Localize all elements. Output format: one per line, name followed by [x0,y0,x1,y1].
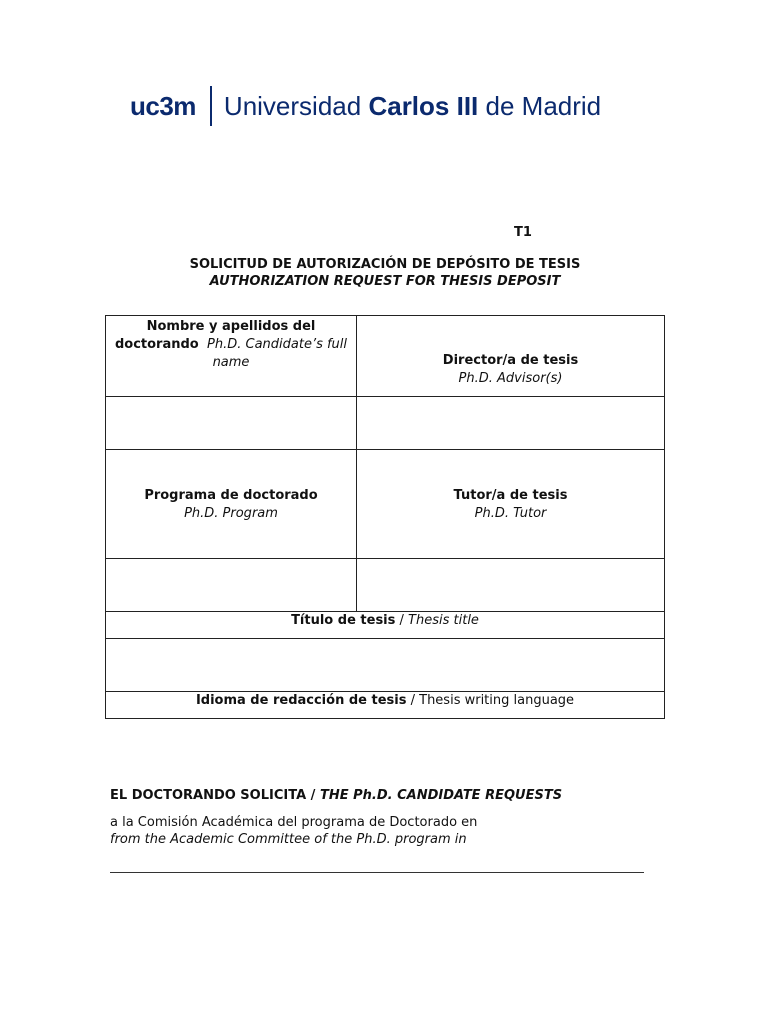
program-label-cell [106,450,357,559]
request-heading-en: THE Ph.D. CANDIDATE REQUESTS [319,788,563,803]
request-heading [110,788,562,803]
thesis-title-separator: / [395,613,409,628]
thesis-title-label-en: Thesis title [408,613,479,628]
title-en: AUTHORIZATION REQUEST FOR THESIS DEPOSIT [209,274,561,289]
director-label-es: Director/a de tesis [442,353,579,368]
logo-name: Carlos III [368,90,479,121]
candidate-label-es: Nombre y apellidos del doctorando [114,319,316,352]
program-name-field[interactable] [106,559,357,612]
language-separator: / [406,693,420,708]
request-line-en: from the Academic Committee of the Ph.D. program in [110,832,467,847]
tutor-label-es: Tutor/a de tesis [453,488,568,503]
request-heading-separator: / [306,788,320,803]
program-label-en: Ph.D. Program [184,506,278,521]
program-name-blank-line[interactable] [110,872,644,873]
request-heading-es: EL DOCTORANDO SOLICITA [110,788,307,803]
director-label-cell [357,316,665,397]
request-line-es: a la Comisión Académica del programa de Doctorado en [110,815,478,830]
form-code: T1 [514,225,532,240]
request-form-table [105,315,665,719]
candidate-label-cell [106,316,357,397]
logo-place: de Madrid [485,90,602,121]
title-es: SOLICITUD DE AUTORIZACIÓN DE DEPÓSITO DE TESIS [189,257,581,272]
candidate-label-en: Ph.D. Candidate’s full name [207,337,348,370]
candidate-name-field[interactable] [106,397,357,450]
logo-university: Universidad [223,90,362,121]
logo-divider [210,86,212,126]
director-name-field[interactable] [357,397,665,450]
tutor-label-cell [357,450,665,559]
thesis-title-label-es: Título de tesis [291,613,396,628]
request-text [110,814,477,848]
thesis-title-field[interactable] [106,639,665,692]
language-label-en: Thesis writing language [419,693,575,708]
logo-short: uc3m [130,90,196,121]
program-label-es: Programa de doctorado [144,488,318,503]
tutor-label-en: Ph.D. Tutor [474,506,547,521]
document-title [0,256,770,290]
director-label-en: Ph.D. Advisor(s) [458,371,563,386]
thesis-title-label-cell [106,612,665,639]
university-logo [130,86,601,126]
language-label-es: Idioma de redacción de tesis [195,693,407,708]
language-label-cell [106,692,665,719]
tutor-name-field[interactable] [357,559,665,612]
